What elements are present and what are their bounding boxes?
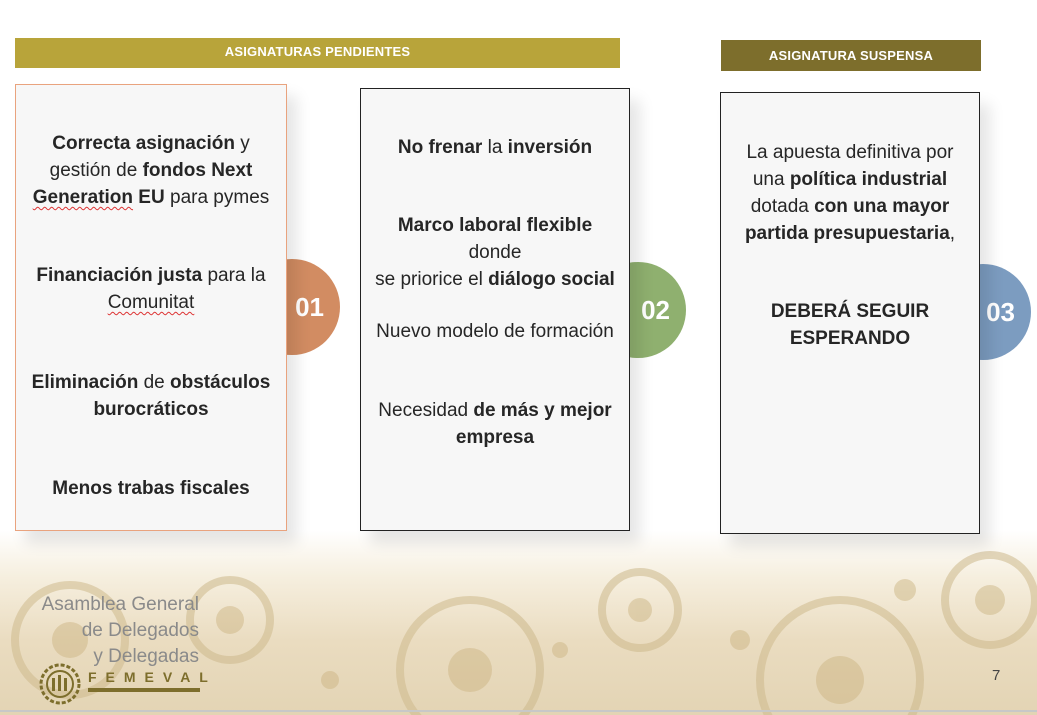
text: Nuevo modelo de formación [376,321,614,342]
text-strong: política industrial [789,169,948,190]
text-strong: No frenar [397,137,483,158]
femeval-logo-icon [38,662,82,706]
text-strong: con una mayor [814,196,950,217]
logo-underline [88,688,200,692]
assembly-line: de Delegados [81,620,199,641]
badge-number: 01 [295,292,324,322]
text: una [752,169,790,190]
text-strong: EU [133,187,165,208]
text-strong: Menos trabas fiscales [52,478,250,499]
page-number: 7 [992,667,1001,684]
text: para pymes [164,187,270,208]
text-strong: fondos Next [142,160,253,181]
text-strong: de más y mejor [473,400,612,421]
text: gestión de [49,160,143,181]
femeval-logo-text: FEMEVAL [88,669,217,685]
text-strong: burocráticos [93,399,209,420]
text-strong: diálogo social [488,269,615,290]
assembly-line: Asamblea General [41,594,199,615]
text-strong: ESPERANDO [789,328,911,349]
text: la [482,137,508,158]
text-strong: partida presupuestaria [744,223,950,244]
card2-item-training [369,318,621,345]
card2-item-investment [369,134,621,161]
text: y [234,133,250,154]
badge-number: 02 [641,295,670,325]
card1-item-taxes [24,475,278,502]
badge-number: 03 [986,297,1015,327]
text: Necesidad [378,400,474,421]
text-strong: Generation [32,187,134,208]
pending-card-2 [360,88,630,531]
text: , [949,223,956,244]
text-strong: Correcta asignación [52,133,235,154]
assembly-title [15,592,199,670]
failed-subject-banner: ASIGNATURA SUSPENSA [721,40,981,71]
card1-item-financing [24,262,278,316]
card3-item-industrial-policy [729,139,971,247]
text: Comunitat [107,292,195,313]
card1-item-funds [24,130,278,211]
text-strong: Marco laboral flexible [397,215,593,236]
text-strong: empresa [455,427,535,448]
text-strong: DEBERÁ SEGUIR [770,301,930,322]
footer-divider [0,710,1037,712]
failed-card [720,92,980,534]
text: donde [468,242,522,263]
pending-subjects-banner: ASIGNATURAS PENDIENTES [15,38,620,68]
card1-item-bureaucracy [24,369,278,423]
text: dotada [750,196,815,217]
text: para la [202,265,266,286]
text-strong: Financiación justa [36,265,203,286]
text-strong: inversión [507,137,593,158]
text: de [138,372,171,393]
card2-item-labor [369,212,621,293]
text-strong: obstáculos [170,372,271,393]
card2-item-business [369,397,621,451]
pending-card-1 [15,84,287,531]
text: se priorice el [375,269,489,290]
text: La apuesta definitiva por [746,142,954,163]
card3-item-waiting [729,298,971,352]
text-strong: Eliminación [31,372,139,393]
assembly-line: y Delegadas [93,646,199,667]
